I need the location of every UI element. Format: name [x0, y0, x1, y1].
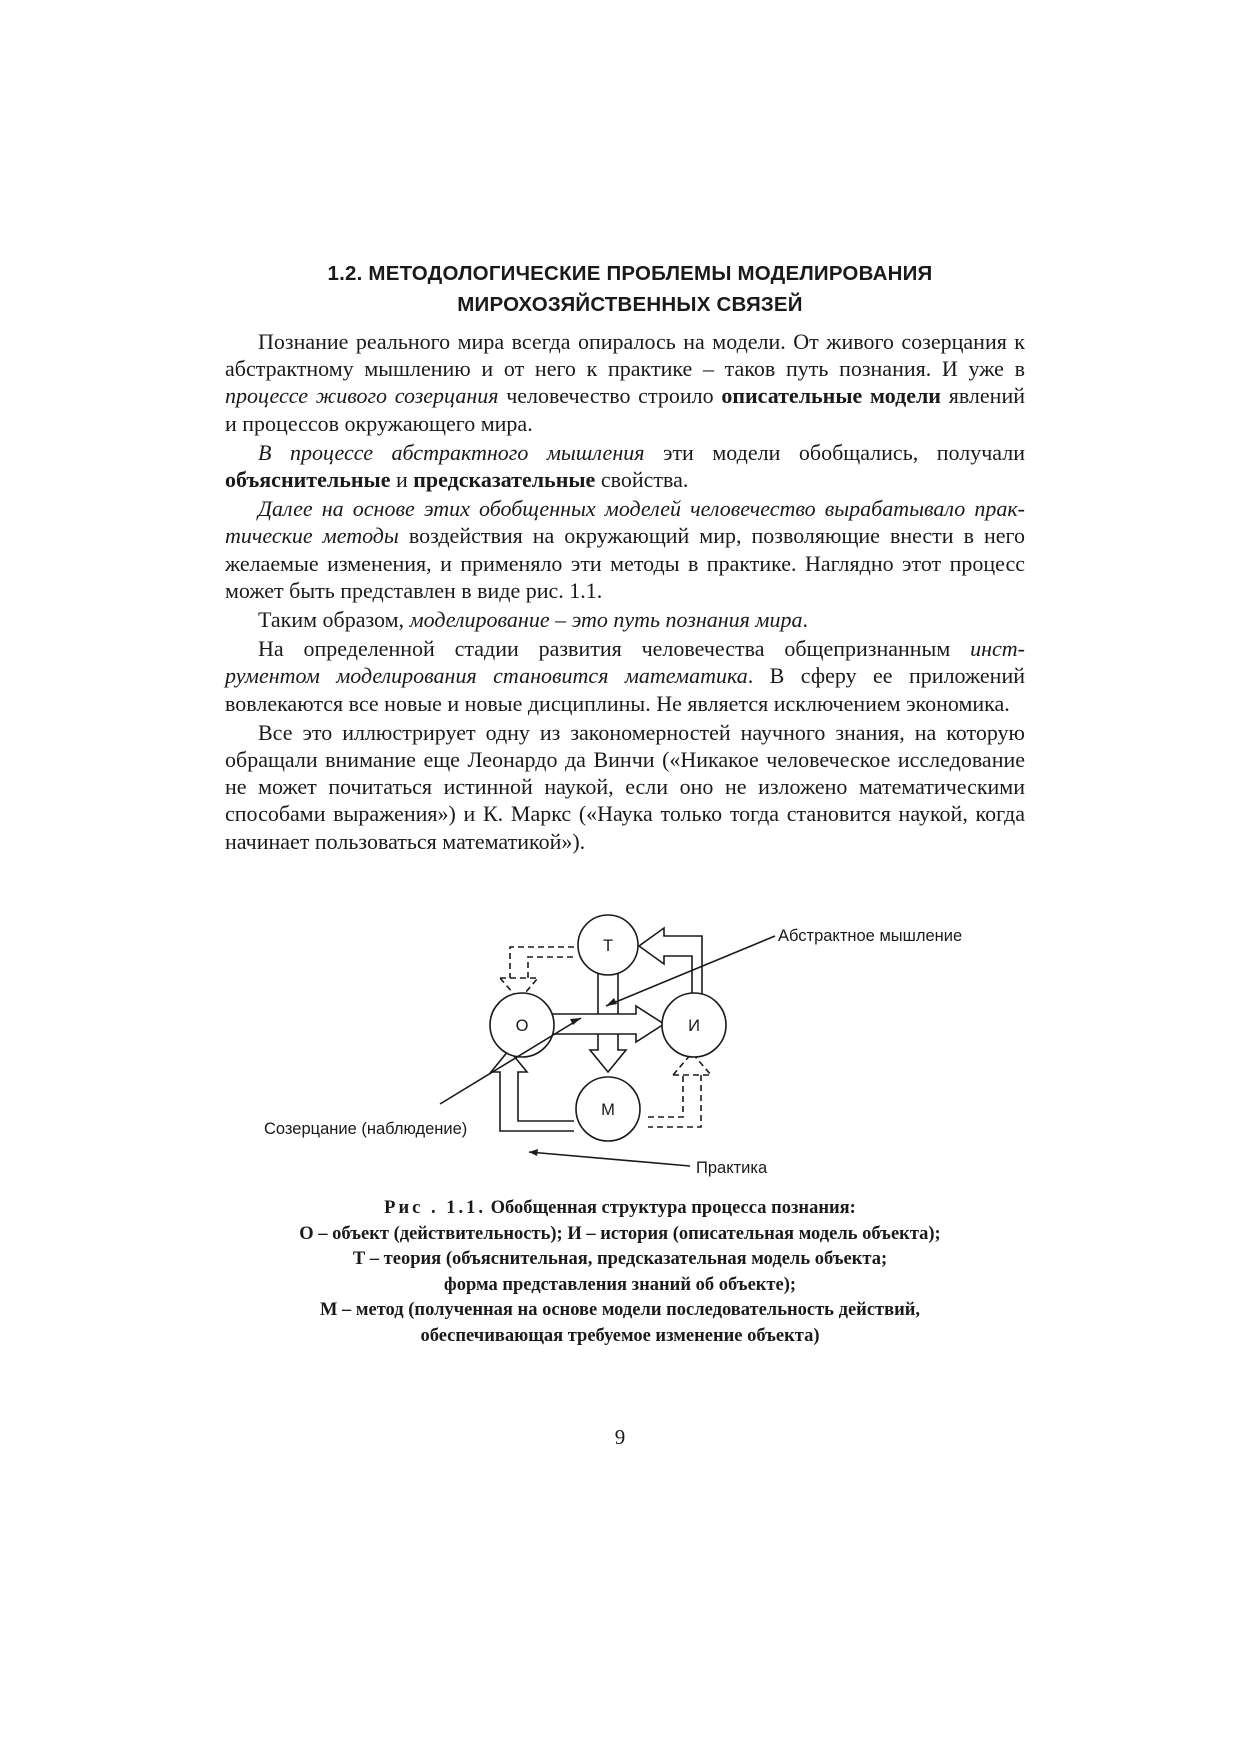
- figure-caption: [200, 1196, 1040, 1350]
- paragraph-3: [225, 495, 1025, 604]
- paragraph-4: [225, 606, 1025, 633]
- node-t-label: Т: [602, 937, 614, 955]
- caption-line-4: форма представления знаний об объекте);: [443, 1274, 797, 1295]
- pointer-arrowhead-practice: [529, 1149, 538, 1156]
- p6-text-a: Все это иллюстрирует одну из закономерностей научного знания, на которую обращали внимание еще Леонардо да Винчи («Никакое человеческое исследование не может почитаться истинной наукой, если оно не изложено математическими способами выражения») и К. Маркс («Наука только тогда становится наукой, когда начинает пользоваться математикой»).: [225, 719, 1025, 854]
- p1-italic: процессе живого созерцания: [225, 383, 499, 409]
- label-contemplation: Созерцание (наблюдение): [264, 1120, 468, 1138]
- p1-bold: описательные модели: [721, 383, 941, 409]
- caption-line-2: О – объект (действительность); И – история (описательная модель объекта);: [299, 1223, 941, 1244]
- section-heading: [240, 258, 1020, 320]
- p2-bold-2: предсказательные: [413, 467, 596, 493]
- caption-prefix: Рис . 1.1.: [384, 1198, 486, 1218]
- p5-text-c: . В сферу ее приложений вовлекаются все новые и новые дисциплины. Не является исключением экономика.: [225, 663, 1025, 716]
- p4-text-a: Таким образом,: [258, 607, 410, 633]
- node-m-label: М: [601, 1101, 615, 1119]
- label-abstract: Абстрактное мышление: [778, 927, 963, 945]
- pointer-practice: [529, 1152, 690, 1166]
- figure-1-1: [0, 900, 1241, 1190]
- cognition-diagram: [0, 900, 1241, 1190]
- node-o-label: О: [515, 1017, 529, 1035]
- label-practice: Практика: [696, 1159, 768, 1177]
- p2-text-d: и: [390, 467, 414, 493]
- node-i-label: И: [688, 1017, 700, 1035]
- p5-text-a: На определенной стадии развития человечества общепризнанным: [258, 636, 971, 662]
- p2-italic: В процессе абстрактного мышления: [258, 439, 645, 465]
- p3-italic: Далее на основе этих обобщенных моделей человечество вырабатывало практические методы: [225, 496, 1025, 549]
- p1-text-a: Познание реального мира всегда опиралось на модели. От живого созерцания к абстрактному мышлению и от него к практике – таков путь познания. И уже в: [225, 329, 1025, 382]
- p2-text-f: свойства.: [595, 467, 689, 493]
- p4-italic: моделирование – это путь познания мира: [409, 607, 803, 633]
- body-text: [225, 328, 1025, 855]
- paragraph-5: [225, 635, 1025, 717]
- page-number: 9: [614, 1425, 626, 1449]
- caption-line-1: [200, 1196, 1040, 1222]
- p1-text-c: человечество строило: [498, 383, 722, 409]
- p5-italic: инструментом моделирования становится математика: [225, 636, 1025, 689]
- caption-title: Обобщенная структура процесса познания:: [485, 1198, 856, 1218]
- heading-line-2: МИРОХОЗЯЙСТВЕННЫХ СВЯЗЕЙ: [457, 293, 803, 316]
- dashed-arrow-m-i: [648, 1075, 701, 1127]
- p1-text-e: явлений и процессов окружающего мира.: [225, 383, 1025, 436]
- dashed-arrow-t-o: [510, 947, 574, 978]
- caption-line-5: М – метод (полученная на основе модели последовательность действий,: [319, 1300, 921, 1321]
- caption-line-6: обеспечивающая требуемое изменение объекта): [420, 1325, 820, 1346]
- heading-line-1: 1.2. МЕТОДОЛОГИЧЕСКИЕ ПРОБЛЕМЫ МОДЕЛИРОВАНИЯ: [327, 262, 933, 285]
- p3-text-b: воздействия на окружающий мир, позволяющие внести в него желаемые изменения, и применяло эти методы в практике. Наглядно этот процесс может быть представлен в виде рис. 1.1.: [225, 523, 1025, 603]
- arrow-m-o: [491, 1050, 574, 1131]
- p2-bold-1: объяснительные: [225, 467, 391, 493]
- caption-line-3: Т – теория (объяснительная, предсказательная модель объекта;: [352, 1249, 888, 1270]
- paragraph-1: [225, 328, 1025, 437]
- paragraph-2: [225, 439, 1025, 493]
- p4-text-c: .: [802, 607, 808, 633]
- paragraph-6: [225, 719, 1025, 855]
- p2-text-b: эти модели обобщались, получали: [644, 439, 1025, 465]
